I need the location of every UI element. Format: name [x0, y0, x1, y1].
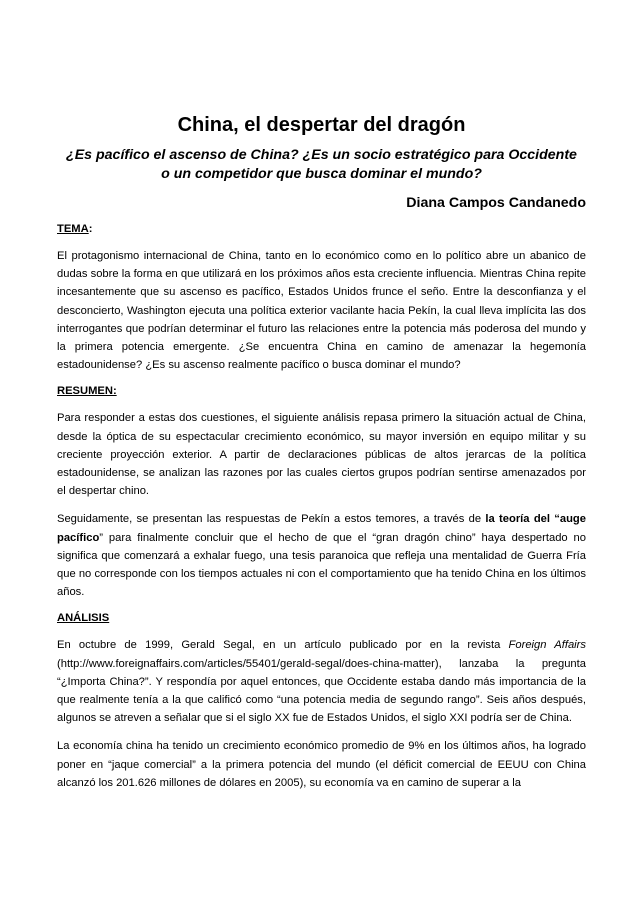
section-heading-tema: [57, 222, 586, 237]
tema-paragraph: El protagonismo internacional de China, tanto en lo económico como en lo político abre un abanico de dudas sobre la forma en que utilizará en los próximos años esta creciente influencia. Mientras China repite incesantemente que su ascenso es pacífico, Estados Unidos frunce el seño. Entre la desconfianza y el desconcierto, Washington ejecuta una política exterior vacilante hacia Pekín, la cual lleva implícita las dos interrogantes que podrían determinar el futuro las relaciones entre la potencia más poderosa del mundo y la primera potencia emergente. ¿Se encuentra China en camino de amenazar la hegemonía estadounidense? ¿Es su ascenso realmente pacífico o busca dominar el mundo?: [57, 250, 586, 372]
document-page: [57, 112, 586, 802]
analisis-paragraph-1-text-a: En octubre de 1999, Gerald Segal, en un artículo publicado por en la revista: [57, 639, 509, 652]
document-title: China, el despertar del dragón: [177, 114, 466, 136]
resumen-heading-label: RESUMEN:: [57, 385, 117, 398]
analisis-heading-label: ANÁLISIS: [57, 612, 110, 625]
analisis-paragraph-1-text-b: (http://www.foreignaffairs.com/articles/55401/gerald-segal/does-china-matter), lanzaba la pregunta “¿Importa China?”. Y respondía por aquel entonces, que Occidente estaba dando más importancia de la que realmente tenía a la que calificó como “una potencia media de segundo rango”. Seis años después, algunos se atreven a señalar que si el siglo XX fue de Estados Unidos, el siglo XXI podría ser de China.: [57, 657, 586, 725]
tema-heading-label: TEMA: [57, 223, 89, 235]
section-heading-resumen: [57, 384, 586, 399]
resumen-paragraph-2-text-a: Seguidamente, se presentan las respuestas de Pekín a estos temores, a través de: [57, 513, 486, 526]
resumen-paragraph-2: [57, 510, 586, 601]
document-author: Diana Campos Candanedo: [406, 195, 586, 211]
analisis-paragraph-1: [57, 636, 586, 727]
foreign-affairs-title: Foreign Affairs: [508, 639, 586, 652]
tema-heading-colon: :: [88, 223, 93, 235]
auge-pacifico-term: la teoría del “auge pacífico: [57, 513, 586, 544]
analisis-paragraph-2: La economía china ha tenido un crecimiento económico promedio de 9% en los últimos años, ha logrado poner en “jaque comercial” a la primera potencia del mundo (el déficit comercial de EEUU con China alcanzó los 201.626 millones de dólares en 2005), su economía va en camino de superar a la: [57, 740, 586, 789]
section-heading-analisis: [57, 611, 586, 626]
document-subtitle: ¿Es pacífico el ascenso de China? ¿Es un socio estratégico para Occidente o un competidor que busca dominar el mundo?: [66, 147, 577, 182]
resumen-paragraph-1: Para responder a estas dos cuestiones, el siguiente análisis repasa primero la situación actual de China, desde la óptica de su espectacular crecimiento económico, su mayor inversión en equipo militar y su creciente proyección exterior. A partir de declaraciones públicas de altos jerarcas de la política estadounidense, se analizan las razones por las cuales ciertos grupos podrían sentirse amenazados por el despertar chino.: [57, 412, 586, 498]
resumen-paragraph-2-text-b: ” para finalmente concluir que el hecho de que el “gran dragón chino” haya despertado no significa que comenzará a exhalar fuego, una tesis paranoica que refleja una mentalidad de Guerra Fría que no corresponde con los tiempos actuales ni con el comportamiento que ha tenido China en los últimos años.: [57, 531, 586, 599]
